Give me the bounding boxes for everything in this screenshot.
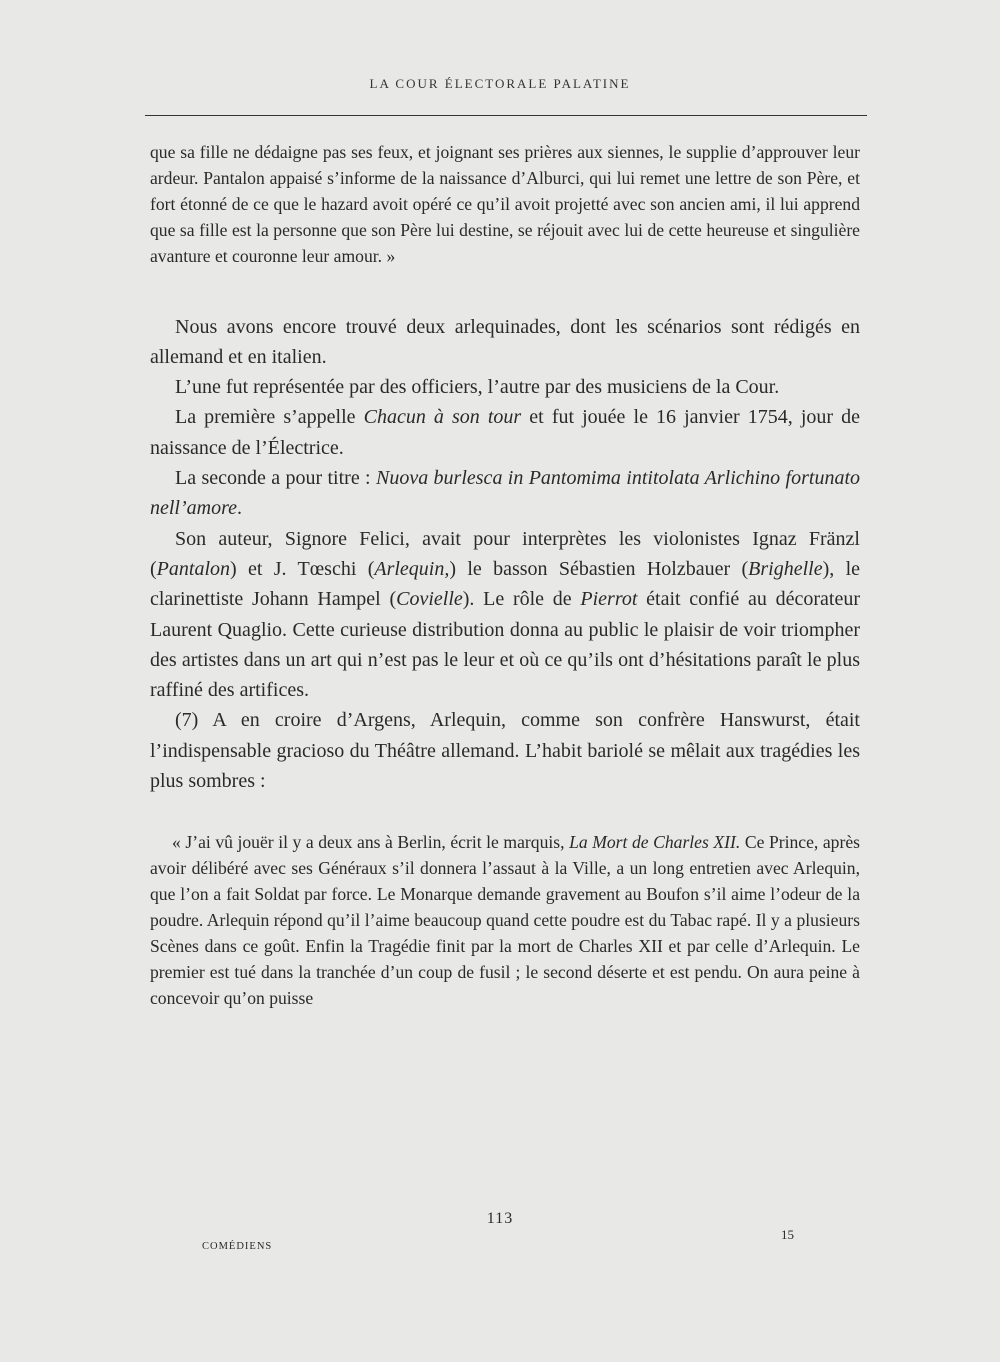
- spacer: [150, 796, 860, 830]
- quote-paragraph-1: que sa fille ne dédaigne pas ses feux, et joignant ses prières aux siennes, le supplie d’approuver leur ardeur. Pantalon appaisé s’informe de la naissance d’Alburci, qui lui remet une lettre de son Père, et fort étonné de ce que le hazard avoit opéré ce qu’il avoit projetté avec son ancien ami, il lui apprend que sa fille est la personne que son Père lui destine, se réjouit avec lui de cette heureuse et singulière avanture et couronne leur amour. »: [150, 142, 860, 266]
- signature-mark: 15: [781, 1227, 794, 1242]
- text-run: ) et J. Tœschi (: [230, 557, 375, 580]
- text-run: « J’ai vû jouër il y a deux ans à Berlin, écrit le marquis,: [172, 832, 570, 853]
- role-name: Pantalon: [156, 557, 231, 580]
- text-run: La première s’appelle: [175, 406, 364, 429]
- text-run: .: [237, 497, 243, 520]
- text-run: Ce Prince, après avoir délibéré avec ses Généraux s’il donnera l’assaut à la Ville, a un long entretien avec Arlequin, que l’on a fait Soldat par force. Le Monarque demande gravement au Boufon s’il aime l’odeur de la poudre. Arlequin répond qu’il l’aime beaucoup quand cette poudre est du Tabac rapé. Il y a plusieurs Scènes dans ce goût. Enfin la Tragédie finit par la mort de Charles XII et par celle d’Arlequin. Le premier est tué dans la tranchée d’un coup de fusil ; le second déserte et est pendu. On aura peine à concevoir qu’on puisse: [150, 832, 860, 1008]
- play-title: Nuova burlesca in Pantomima intitolata Arlichino fortunato nell’amore: [150, 467, 860, 520]
- play-title: La Mort de Charles XII.: [569, 832, 741, 853]
- role-name: Pierrot: [580, 588, 638, 611]
- body-paragraph-3: [150, 402, 860, 463]
- text-run: ) le basson Sébastien Holzbauer (: [449, 557, 749, 580]
- role-name: Covielle: [396, 588, 463, 611]
- play-title: Chacun à son tour: [363, 406, 522, 429]
- text-run: et fut jouée le 16 janvier 1754, jour de naissance de l’Électrice.: [150, 406, 861, 459]
- body-paragraph-1: Nous avons encore trouvé deux arlequinades, dont les scénarios sont rédigés en allemand et en italien.: [150, 315, 860, 368]
- body-paragraph-5: [150, 524, 860, 706]
- body-paragraph-2: L’une fut représentée par des officiers, l’autre par des musiciens de la Cour.: [175, 376, 780, 399]
- text-run: ), le clarinettiste Johann Hampel (: [150, 557, 860, 611]
- running-head: LA COUR ÉLECTORALE PALATINE: [369, 76, 631, 91]
- footer-label: COMÉDIENS: [202, 1241, 273, 1252]
- page-body: [150, 140, 860, 1012]
- text-run: ). Le rôle de: [462, 588, 581, 611]
- header-rule: [145, 115, 867, 116]
- text-run: était confié au décorateur Laurent Quaglio. Cette curieuse distribution donna au public le plaisir de voir triompher des artistes dans un art qui n’est pas le leur et où ce qu’ils ont d’hésitations paraît le plus raffiné des artifices.: [150, 588, 860, 702]
- role-name: Brighelle: [748, 557, 823, 580]
- text-run: Son auteur, Signore Felici, avait pour interprètes les violonistes Ignaz Fränzl (: [150, 527, 860, 580]
- text-run: La seconde a pour titre :: [175, 467, 376, 490]
- body-paragraph-6: (7) A en croire d’Argens, Arlequin, comme son confrère Hanswurst, était l’indispensable gracioso du Théâtre allemand. L’habit bariolé se mêlait aux tragédies les plus sombres :: [150, 709, 860, 792]
- body-paragraph-4: [150, 463, 860, 524]
- page-number: 113: [486, 1210, 514, 1227]
- spacer: [150, 270, 860, 312]
- quote-paragraph-2: [150, 830, 860, 1011]
- role-name: Arlequin,: [374, 557, 450, 580]
